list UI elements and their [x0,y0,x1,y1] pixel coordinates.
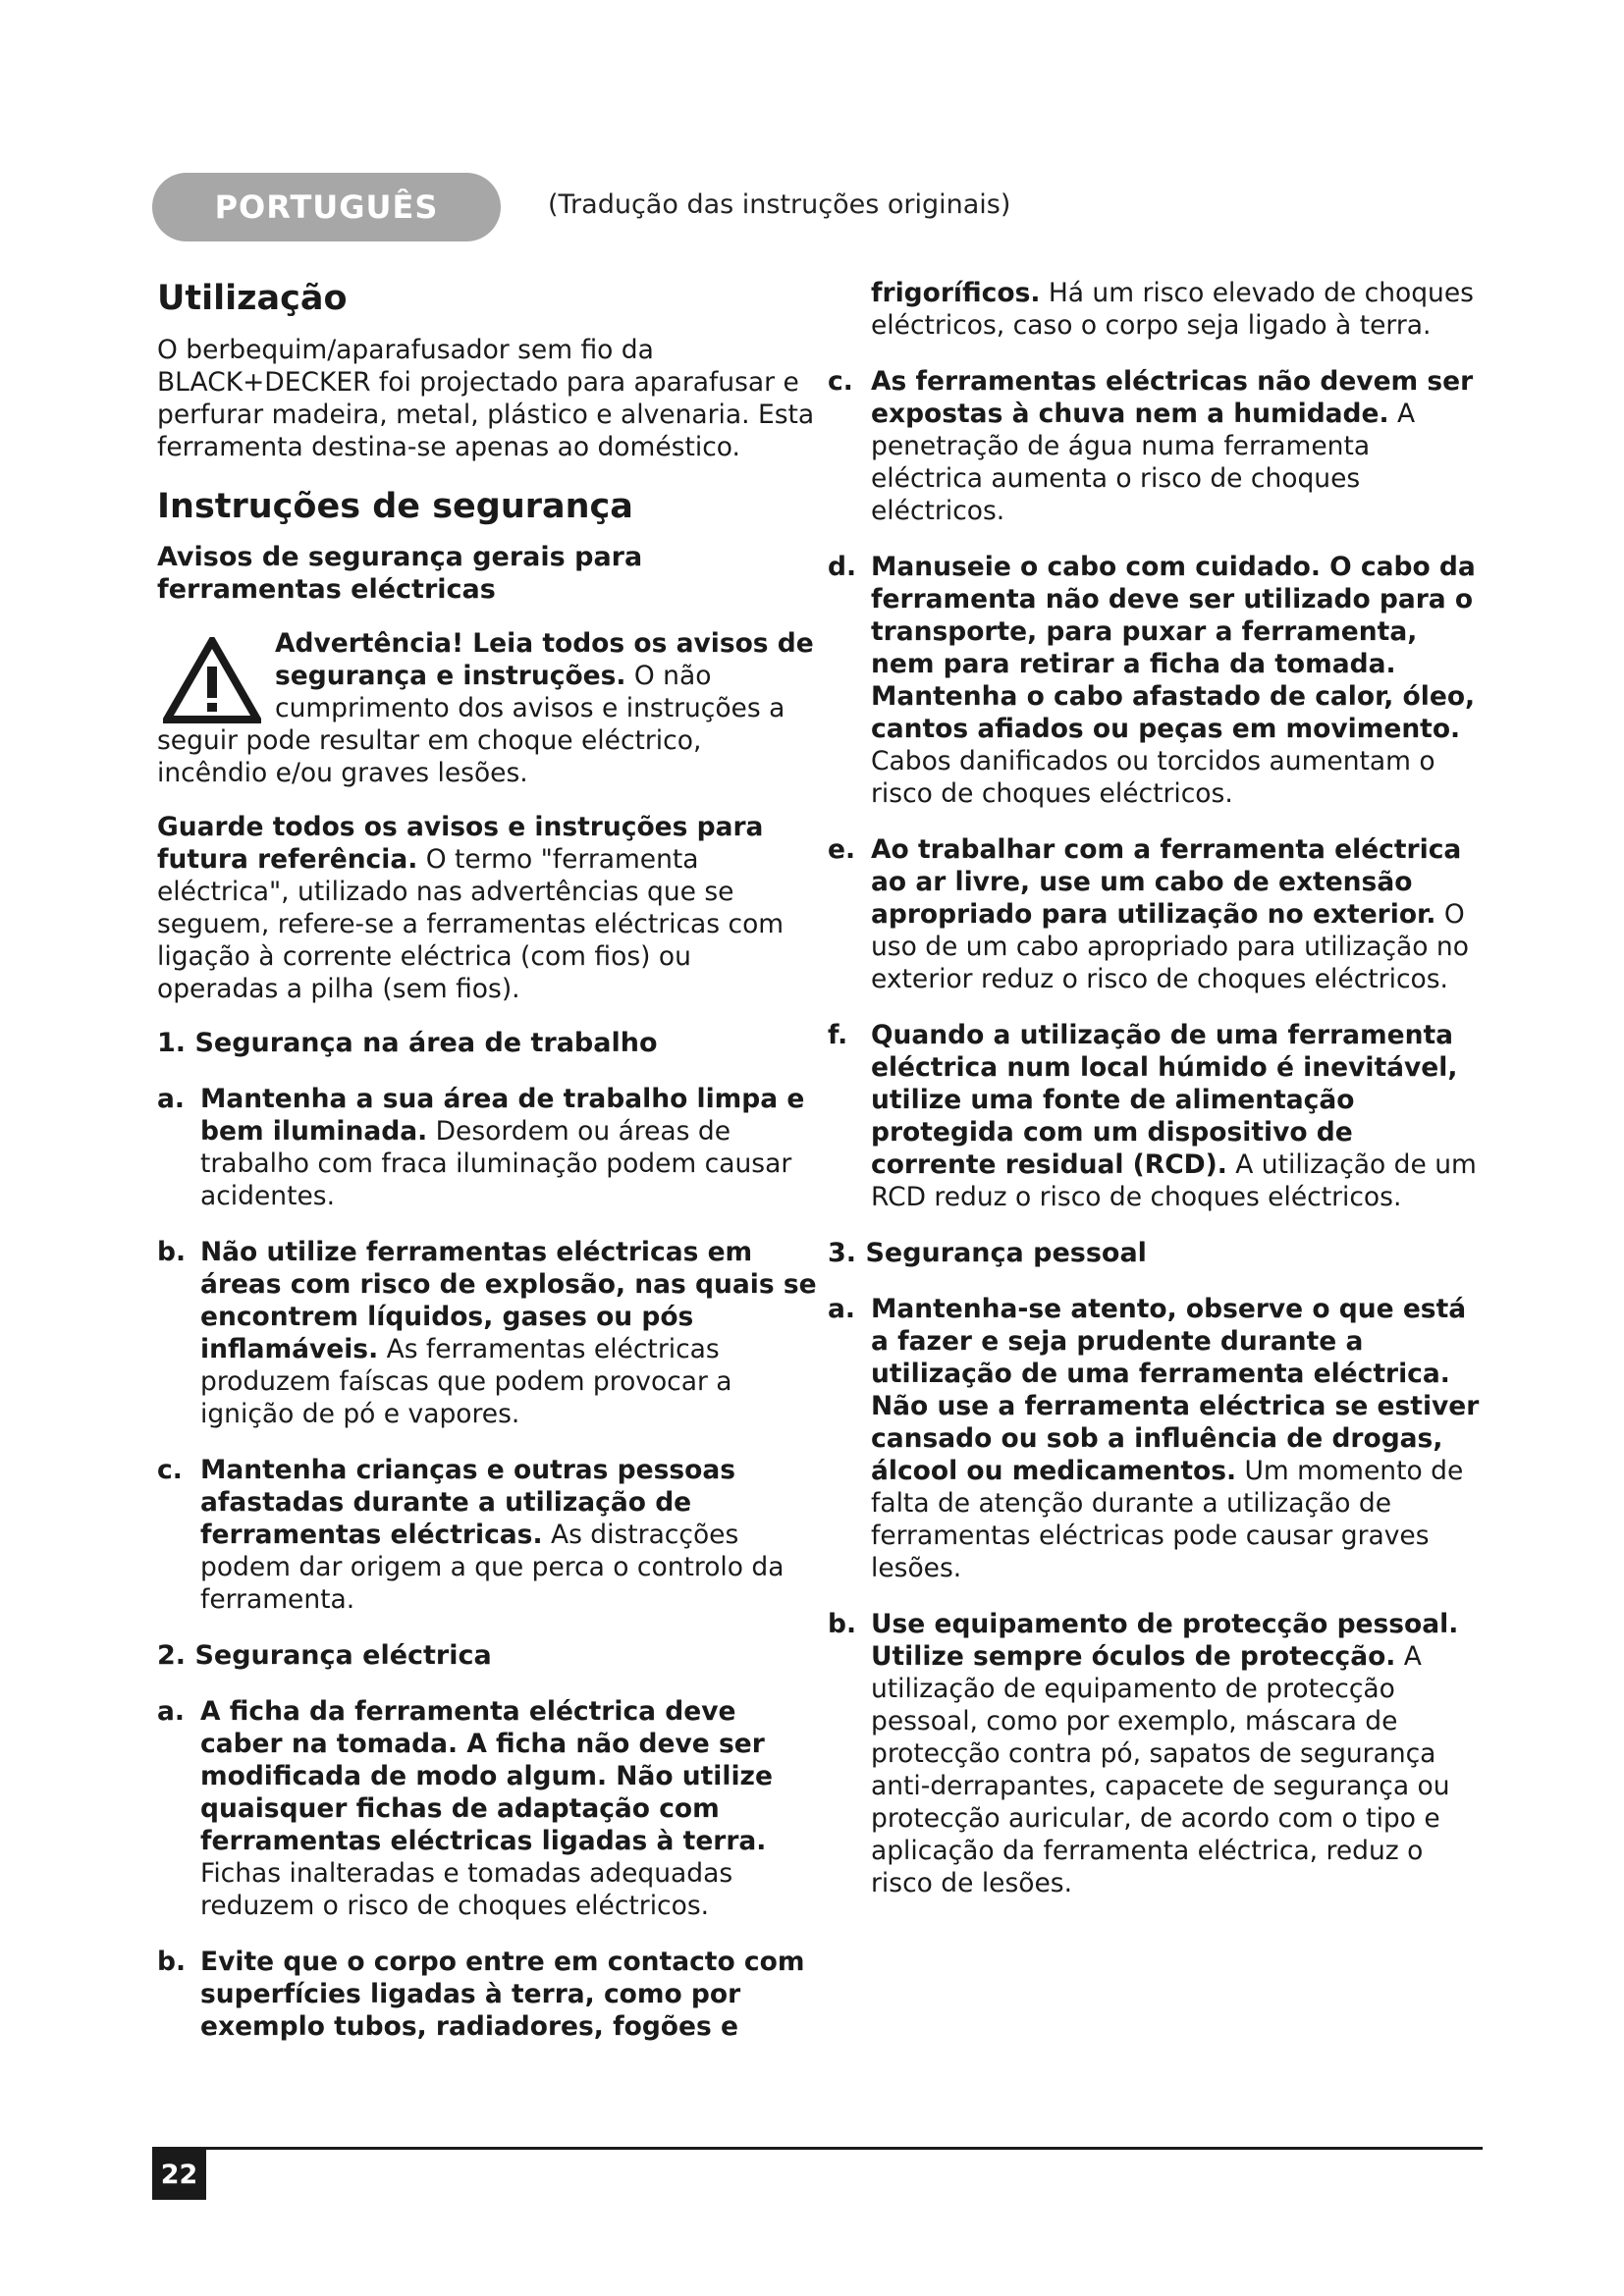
item-bold: Ao trabalhar com a ferramenta eléctrica ao ar livre, use um cabo de extensão apropriado para utilização no exterior. [871,834,1462,930]
warning-bold: Advertência! Leia todos os avisos de segurança e instruções. [275,628,814,691]
item-label: a. [828,1294,855,1324]
item-label: a. [157,1084,185,1114]
section-3-heading: 3. Segurança pessoal [828,1238,1147,1268]
item-label: a. [157,1696,185,1727]
list-item-1c [157,1454,817,1616]
item-bold: As ferramentas eléctricas não devem ser expostas à chuva nem a humidade. [871,366,1474,429]
item-bold: Não utilize ferramentas eléctricas em áreas com risco de explosão, nas quais se encontrem líquidos, gases ou pós inflamáveis. [200,1237,817,1364]
section-title-seguranca: Instruções de segurança [157,486,633,526]
item-text: Desordem ou áreas de trabalho com fraca iluminação podem causar acidentes. [200,1116,792,1211]
utilizacao-text: O berbequim/aparafusador sem fio da BLACK+DECKER foi projectado para aparafusar e perfurar madeira, metal, plástico e alvenaria. Esta ferramenta destina-se apenas ao doméstico. [157,334,815,462]
page-number: 22 [152,2150,206,2200]
item-label: b. [828,1609,857,1639]
item-bold: Use equipamento de protecção pessoal. Utilize sempre óculos de protecção. [871,1609,1459,1672]
item-bold: frigoríficos. [871,278,1041,308]
guarde-text: O termo "ferramenta eléctrica", utilizado nas advertências que se seguem, refere-se a ferramentas eléctricas com ligação à corrente eléctrica (com fios) ou operadas a pilha (sem fios). [157,844,785,1004]
item-label: c. [828,366,853,397]
list-item-2b [157,1946,817,2043]
item-text: O uso de um cabo apropriado para utilização no exterior reduz o risco de choques eléctricos. [871,899,1469,994]
list-item-2c [828,365,1486,527]
item-text: Cabos danificados ou torcidos aumentam o risco de choques eléctricos. [871,746,1435,809]
list-item-2d [828,551,1486,810]
item-bold: A ficha da ferramenta eléctrica deve caber na tomada. A ficha não deve ser modificada de modo algum. Não utilize quaisquer fichas de adaptação com ferramentas eléctricas ligadas à terra. [200,1696,773,1856]
item-text: A penetração de água numa ferramenta eléctrica aumenta o risco de choques eléctricos. [871,399,1416,526]
footer-rule [152,2147,1483,2150]
list-item-2b-continued [828,277,1486,342]
item-bold: Mantenha-se atento, observe o que está a fazer e seja prudente durante a utilização de uma ferramenta eléctrica. Não use a ferramenta eléctrica se estiver cansado ou sob a influência de drogas, álcool ou medicamentos. [871,1294,1480,1486]
subsection-title-avisos: Avisos de segurança gerais para ferramentas eléctricas [157,542,643,605]
item-label: d. [828,552,857,582]
right-column [828,277,1486,1923]
language-badge: PORTUGUÊS [152,173,501,241]
item-label: b. [157,1947,187,1977]
item-text: As ferramentas eléctricas produzem faíscas que podem provocar a ignição de pó e vapores. [200,1334,732,1429]
warning-paragraph [157,627,817,789]
item-label: f. [828,1020,848,1050]
item-text: Um momento de falta de atenção durante a utilização de ferramentas eléctricas pode causar graves lesões. [871,1456,1464,1583]
item-bold: Manuseie o cabo com cuidado. O cabo da ferramenta não deve ser utilizado para o transporte, para puxar a ferramenta, nem para retirar a ficha da tomada. Mantenha o cabo afastado de calor, óleo, cantos afiados ou peças em movimento. [871,552,1476,744]
item-text: Há um risco elevado de choques eléctricos, caso o corpo seja ligado à terra. [871,278,1474,341]
list-item-2e [828,833,1486,995]
list-item-1b [157,1236,817,1430]
item-text: Fichas inalteradas e tomadas adequadas reduzem o risco de choques eléctricos. [200,1858,733,1921]
list-item-2a [157,1695,817,1922]
item-bold: Quando a utilização de uma ferramenta eléctrica num local húmido é inevitável, utilize uma fonte de alimentação protegida com um dispositivo de corrente residual (RCD). [871,1020,1458,1180]
translation-subtitle: (Tradução das instruções originais) [548,189,1011,220]
section-1-heading: 1. Segurança na área de trabalho [157,1028,658,1058]
warning-triangle-icon [163,637,261,723]
item-text: A utilização de um RCD reduz o risco de choques eléctricos. [871,1149,1477,1212]
section-title-utilizacao: Utilização [157,279,348,318]
item-label: b. [157,1237,187,1267]
guarde-bold: Guarde todos os avisos e instruções para futura referência. [157,812,764,875]
guarde-paragraph [157,811,817,1005]
item-bold: Mantenha crianças e outras pessoas afastadas durante a utilização de ferramentas eléctricas. [200,1455,736,1550]
item-text: A utilização de equipamento de protecção pessoal, como por exemplo, máscara de protecção contra pó, sapatos de segurança anti-derrapantes, capacete de segurança ou protecção auricular, de acordo com o tipo e aplicação da ferramenta eléctrica, reduz o risco de lesões. [871,1641,1450,1898]
list-item-3b [828,1608,1486,1899]
list-item-3a [828,1293,1486,1584]
left-column [157,277,817,2066]
item-label: e. [828,834,856,865]
item-text: As distracções podem dar origem a que perca o controlo da ferramenta. [200,1520,785,1615]
item-bold: Evite que o corpo entre em contacto com superfícies ligadas à terra, como por exemplo tubos, radiadores, fogões e [200,1947,805,2042]
list-item-1a [157,1083,817,1212]
item-bold: Mantenha a sua área de trabalho limpa e bem iluminada. [200,1084,805,1147]
item-label: c. [157,1455,183,1485]
section-2-heading: 2. Segurança eléctrica [157,1640,492,1671]
list-item-2f [828,1019,1486,1213]
warning-text: O não cumprimento dos avisos e instruções a seguir pode resultar em choque eléctrico, incêndio e/ou graves lesões. [157,661,785,788]
